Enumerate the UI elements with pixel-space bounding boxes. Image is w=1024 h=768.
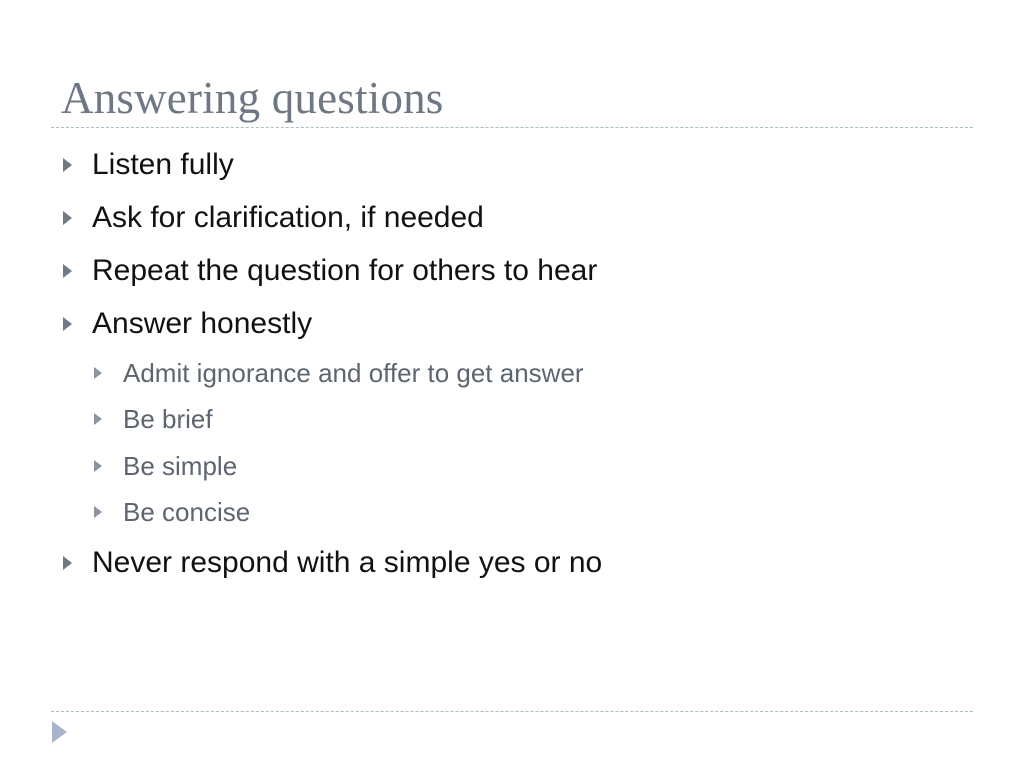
bullet-text: Never respond with a simple yes or no bbox=[92, 546, 603, 579]
bullet-item bbox=[63, 145, 234, 185]
slide-title: Answering questions bbox=[61, 73, 444, 123]
bullet-text: Answer honestly bbox=[92, 307, 313, 340]
sub-bullet-item bbox=[94, 449, 237, 483]
footer-divider bbox=[51, 711, 973, 712]
bullet-text: Listen fully bbox=[92, 148, 234, 181]
bullet-text: Ask for clarification, if needed bbox=[92, 201, 484, 234]
bullet-item bbox=[63, 198, 484, 238]
triangle-right-icon bbox=[52, 721, 67, 743]
triangle-bullet-icon bbox=[63, 211, 72, 225]
sub-bullet-text: Admit ignorance and offer to get answer bbox=[123, 357, 584, 388]
bullet-item bbox=[63, 543, 602, 583]
sub-bullet-item bbox=[94, 495, 250, 529]
triangle-bullet-icon bbox=[63, 158, 72, 172]
triangle-bullet-icon bbox=[94, 413, 102, 425]
title-divider bbox=[51, 127, 973, 128]
triangle-bullet-icon bbox=[94, 506, 102, 518]
bullet-text: Repeat the question for others to hear bbox=[92, 254, 598, 287]
triangle-bullet-icon bbox=[94, 367, 102, 379]
sub-bullet-item bbox=[94, 402, 213, 436]
triangle-bullet-icon bbox=[63, 556, 72, 570]
triangle-bullet-icon bbox=[94, 460, 102, 472]
bullet-item bbox=[63, 304, 312, 344]
triangle-bullet-icon bbox=[63, 317, 72, 331]
bullet-item bbox=[63, 251, 597, 291]
sub-bullet-text: Be simple bbox=[123, 450, 238, 481]
sub-bullet-text: Be concise bbox=[123, 496, 251, 527]
triangle-bullet-icon bbox=[63, 264, 72, 278]
sub-bullet-text: Be brief bbox=[123, 403, 213, 434]
sub-bullet-item bbox=[94, 356, 584, 390]
